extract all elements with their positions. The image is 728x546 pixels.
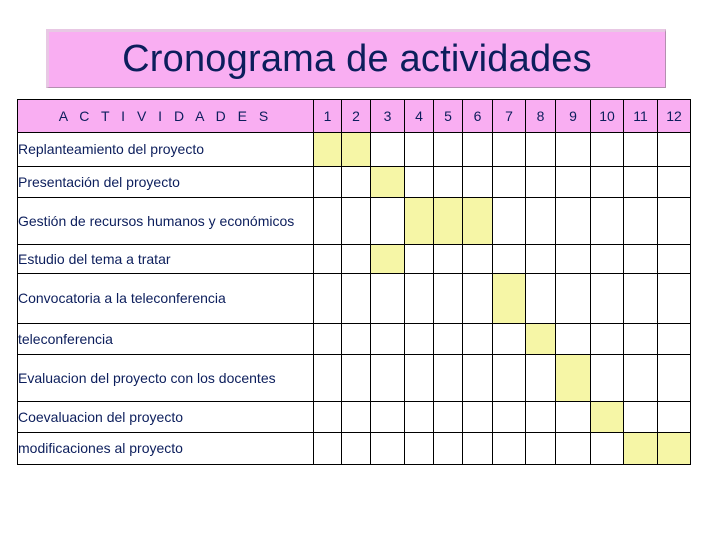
month-header-7: 7 (493, 100, 526, 133)
title-banner (46, 29, 666, 88)
empty-cell (624, 198, 658, 245)
empty-cell (342, 433, 371, 465)
empty-cell (405, 274, 434, 324)
empty-cell (624, 355, 658, 402)
empty-cell (591, 324, 624, 355)
scheduled-cell (371, 167, 405, 198)
empty-cell (493, 324, 526, 355)
empty-cell (556, 274, 591, 324)
empty-cell (434, 433, 463, 465)
empty-cell (556, 167, 591, 198)
empty-cell (624, 133, 658, 167)
month-header-3: 3 (371, 100, 405, 133)
empty-cell (371, 198, 405, 245)
empty-cell (342, 167, 371, 198)
empty-cell (314, 355, 342, 402)
empty-cell (405, 245, 434, 274)
scheduled-cell (658, 433, 691, 465)
empty-cell (342, 245, 371, 274)
empty-cell (658, 133, 691, 167)
activity-name: Gestión de recursos humanos y económicos (18, 198, 314, 245)
scheduled-cell (405, 198, 434, 245)
empty-cell (405, 133, 434, 167)
month-header-4: 4 (405, 100, 434, 133)
empty-cell (526, 245, 556, 274)
scheduled-cell (526, 324, 556, 355)
empty-cell (526, 167, 556, 198)
empty-cell (314, 433, 342, 465)
empty-cell (371, 274, 405, 324)
table-row (18, 198, 691, 245)
empty-cell (493, 433, 526, 465)
empty-cell (463, 167, 493, 198)
scheduled-cell (493, 274, 526, 324)
empty-cell (526, 355, 556, 402)
empty-cell (556, 402, 591, 433)
scheduled-cell (556, 355, 591, 402)
month-header-11: 11 (624, 100, 658, 133)
empty-cell (342, 355, 371, 402)
empty-cell (556, 433, 591, 465)
empty-cell (371, 433, 405, 465)
empty-cell (371, 133, 405, 167)
empty-cell (342, 274, 371, 324)
scheduled-cell (624, 433, 658, 465)
empty-cell (658, 167, 691, 198)
empty-cell (591, 198, 624, 245)
empty-cell (591, 355, 624, 402)
activity-name: modificaciones al proyecto (18, 433, 314, 465)
table-row (18, 433, 691, 465)
empty-cell (405, 355, 434, 402)
activity-name: Replanteamiento del proyecto (18, 133, 314, 167)
empty-cell (526, 198, 556, 245)
empty-cell (591, 133, 624, 167)
empty-cell (314, 167, 342, 198)
empty-cell (314, 274, 342, 324)
empty-cell (658, 355, 691, 402)
empty-cell (405, 433, 434, 465)
page-title: Cronograma de actividades (122, 38, 592, 80)
empty-cell (658, 198, 691, 245)
empty-cell (314, 245, 342, 274)
empty-cell (434, 167, 463, 198)
empty-cell (493, 198, 526, 245)
empty-cell (463, 355, 493, 402)
table-row (18, 274, 691, 324)
empty-cell (463, 245, 493, 274)
scheduled-cell (342, 133, 371, 167)
activities-header: A C T I V I D A D E S (18, 100, 314, 133)
empty-cell (526, 274, 556, 324)
empty-cell (463, 133, 493, 167)
empty-cell (493, 402, 526, 433)
empty-cell (658, 245, 691, 274)
empty-cell (526, 402, 556, 433)
table-row (18, 402, 691, 433)
empty-cell (658, 324, 691, 355)
month-header-12: 12 (658, 100, 691, 133)
empty-cell (526, 133, 556, 167)
empty-cell (493, 133, 526, 167)
table-row (18, 167, 691, 198)
schedule-body (18, 133, 691, 465)
scheduled-cell (591, 402, 624, 433)
month-header-10: 10 (591, 100, 624, 133)
empty-cell (624, 274, 658, 324)
scheduled-cell (314, 133, 342, 167)
empty-cell (526, 433, 556, 465)
empty-cell (434, 355, 463, 402)
scheduled-cell (434, 198, 463, 245)
empty-cell (434, 133, 463, 167)
empty-cell (493, 355, 526, 402)
empty-cell (371, 324, 405, 355)
empty-cell (314, 402, 342, 433)
activity-name: Convocatoria a la teleconferencia (18, 274, 314, 324)
activity-name: Evaluacion del proyecto con los docentes (18, 355, 314, 402)
empty-cell (658, 402, 691, 433)
empty-cell (314, 324, 342, 355)
empty-cell (658, 274, 691, 324)
schedule-table (17, 99, 691, 465)
activity-name: Estudio del tema a tratar (18, 245, 314, 274)
empty-cell (591, 167, 624, 198)
empty-cell (556, 245, 591, 274)
month-header-9: 9 (556, 100, 591, 133)
empty-cell (591, 274, 624, 324)
activity-name: Presentación del proyecto (18, 167, 314, 198)
empty-cell (405, 167, 434, 198)
header-row (18, 100, 691, 133)
empty-cell (624, 324, 658, 355)
month-header-2: 2 (342, 100, 371, 133)
empty-cell (463, 433, 493, 465)
empty-cell (405, 402, 434, 433)
empty-cell (405, 324, 434, 355)
table-row (18, 245, 691, 274)
activity-name: Coevaluacion del proyecto (18, 402, 314, 433)
empty-cell (591, 245, 624, 274)
empty-cell (493, 245, 526, 274)
empty-cell (556, 324, 591, 355)
empty-cell (493, 167, 526, 198)
empty-cell (591, 433, 624, 465)
month-header-5: 5 (434, 100, 463, 133)
month-header-1: 1 (314, 100, 342, 133)
empty-cell (463, 324, 493, 355)
activity-name: teleconferencia (18, 324, 314, 355)
empty-cell (556, 133, 591, 167)
empty-cell (342, 402, 371, 433)
empty-cell (624, 167, 658, 198)
empty-cell (371, 355, 405, 402)
empty-cell (371, 402, 405, 433)
empty-cell (556, 198, 591, 245)
scheduled-cell (371, 245, 405, 274)
empty-cell (624, 245, 658, 274)
scheduled-cell (463, 198, 493, 245)
table-row (18, 324, 691, 355)
empty-cell (624, 402, 658, 433)
empty-cell (434, 245, 463, 274)
empty-cell (342, 198, 371, 245)
empty-cell (342, 324, 371, 355)
table-row (18, 355, 691, 402)
month-header-6: 6 (463, 100, 493, 133)
empty-cell (314, 198, 342, 245)
table-row (18, 133, 691, 167)
month-header-8: 8 (526, 100, 556, 133)
empty-cell (434, 402, 463, 433)
empty-cell (434, 274, 463, 324)
empty-cell (463, 402, 493, 433)
empty-cell (463, 274, 493, 324)
empty-cell (434, 324, 463, 355)
